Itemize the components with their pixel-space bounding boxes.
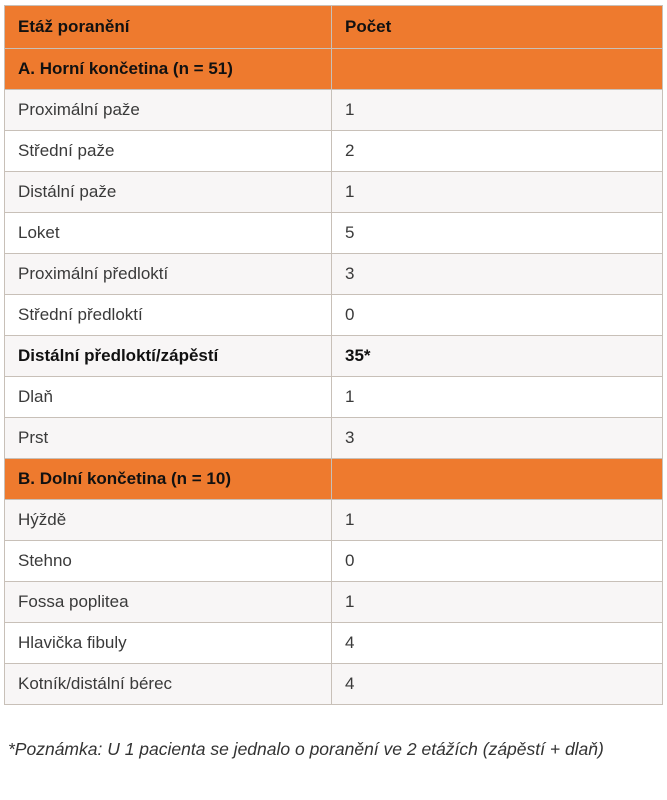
row-count: 1 [332,90,663,131]
table-row [5,295,663,336]
table-row [5,90,663,131]
table-row [5,131,663,172]
row-label: Hýždě [5,500,332,541]
row-count: 3 [332,418,663,459]
row-label: Stehno [5,541,332,582]
row-label: Distální paže [5,172,332,213]
row-count: 1 [332,377,663,418]
row-label: Distální předloktí/zápěstí [5,336,332,377]
row-count: 5 [332,213,663,254]
row-label: Střední paže [5,131,332,172]
table-row [5,582,663,623]
section-b-empty [332,459,663,500]
section-a-empty [332,49,663,90]
section-a-row [5,49,663,90]
table-row [5,254,663,295]
header-count: Počet [332,6,663,49]
row-count: 1 [332,582,663,623]
row-label: Proximální paže [5,90,332,131]
row-label: Dlaň [5,377,332,418]
row-count: 1 [332,172,663,213]
section-a-title: A. Horní končetina (n = 51) [5,49,332,90]
row-label: Loket [5,213,332,254]
row-count: 4 [332,623,663,664]
table-row-highlighted [5,336,663,377]
table-row [5,500,663,541]
row-label: Prst [5,418,332,459]
row-label: Hlavička fibuly [5,623,332,664]
row-count: 0 [332,541,663,582]
table-row [5,377,663,418]
row-label: Kotník/distální bérec [5,664,332,705]
header-level: Etáž poranění [5,6,332,49]
row-label: Fossa poplitea [5,582,332,623]
row-label: Střední předloktí [5,295,332,336]
table-row [5,664,663,705]
row-count: 2 [332,131,663,172]
section-b-row [5,459,663,500]
table-row [5,213,663,254]
footnote: *Poznámka: U 1 pacienta se jednalo o poranění ve 2 etážích (zápěstí + dlaň) [8,739,604,759]
section-b-title: B. Dolní končetina (n = 10) [5,459,332,500]
row-count: 35* [332,336,663,377]
row-count: 0 [332,295,663,336]
table-header-row [5,6,663,49]
table-row [5,172,663,213]
table-row [5,418,663,459]
row-count: 1 [332,500,663,541]
injury-level-table [4,5,663,705]
row-label: Proximální předloktí [5,254,332,295]
row-count: 4 [332,664,663,705]
table-row [5,541,663,582]
table-row [5,623,663,664]
row-count: 3 [332,254,663,295]
